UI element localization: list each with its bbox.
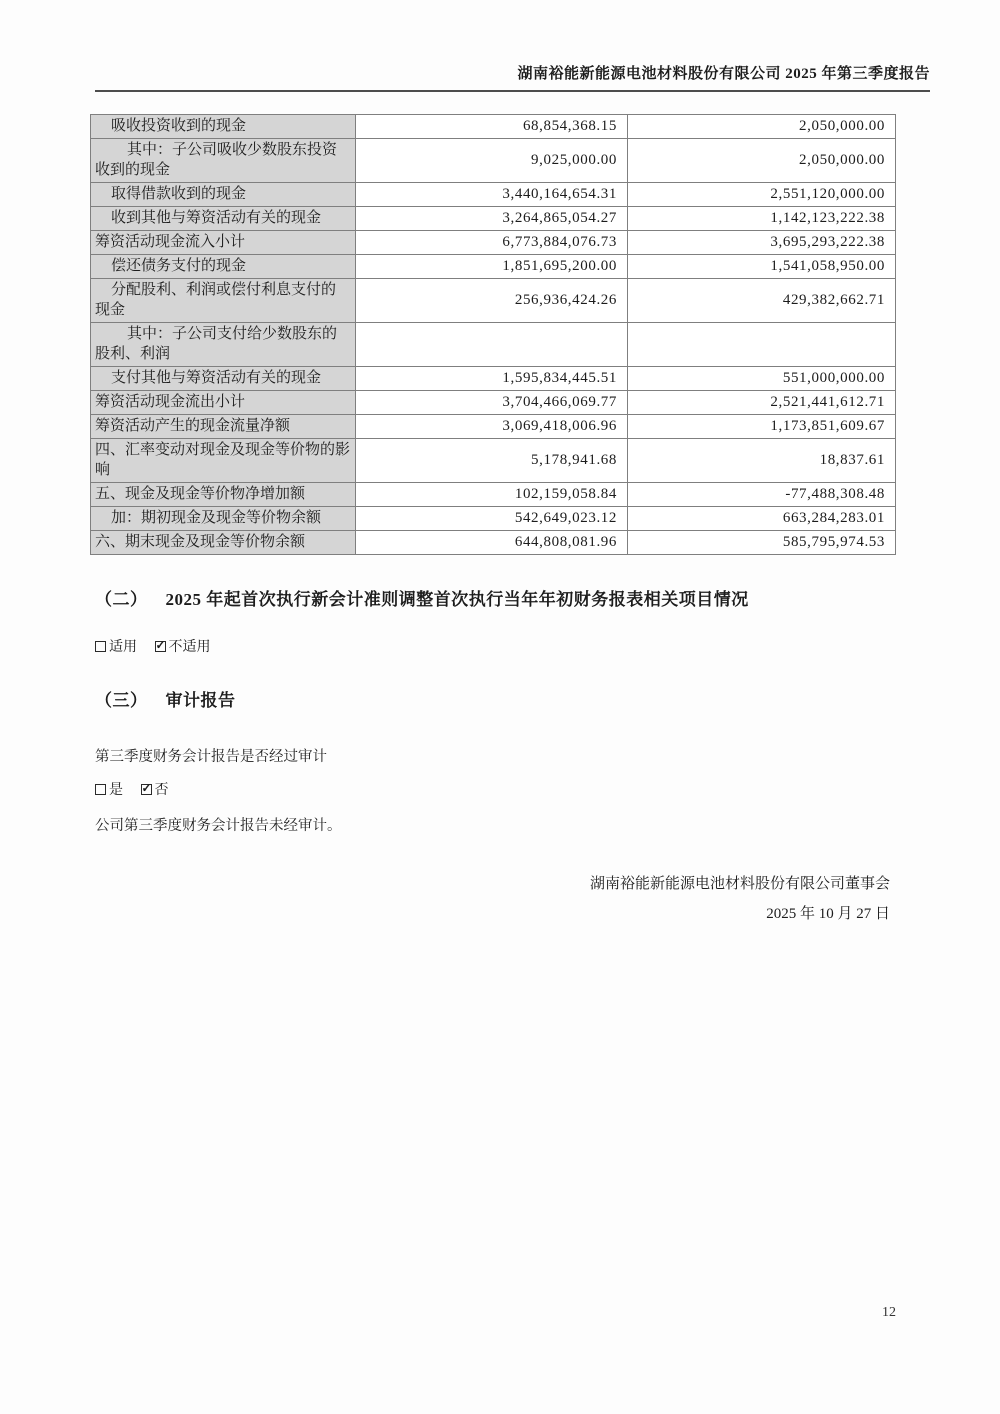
row-current-amount: 68,854,368.15 — [356, 115, 628, 139]
row-item-label: 分配股利、利润或偿付利息支付的现金 — [91, 279, 356, 323]
row-prior-amount: 2,551,120,000.00 — [628, 183, 896, 207]
section-title: 审计报告 — [165, 691, 236, 710]
checkbox-icon — [141, 784, 152, 795]
row-item-label: 筹资活动产生的现金流量净额 — [91, 415, 356, 439]
row-prior-amount: -77,488,308.48 — [628, 483, 896, 507]
row-prior-amount: 18,837.61 — [628, 439, 896, 483]
row-current-amount: 3,440,164,654.31 — [356, 183, 628, 207]
row-item-label: 五、现金及现金等价物净增加额 — [91, 483, 356, 507]
table-row — [91, 279, 896, 323]
cash-flow-table-body — [91, 115, 896, 555]
row-prior-amount: 2,050,000.00 — [628, 139, 896, 183]
row-current-amount: 6,773,884,076.73 — [356, 231, 628, 255]
page-header-title: 湖南裕能新能源电池材料股份有限公司 2025 年第三季度报告 — [95, 62, 930, 92]
table-row — [91, 115, 896, 139]
row-item-label: 六、期末现金及现金等价物余额 — [91, 531, 356, 555]
row-current-amount: 5,178,941.68 — [356, 439, 628, 483]
section-label: （三） — [95, 691, 148, 710]
section-label: （二） — [95, 590, 148, 609]
cash-flow-table — [90, 114, 896, 555]
table-row — [91, 507, 896, 531]
row-prior-amount: 429,382,662.71 — [628, 279, 896, 323]
checkbox-label: 否 — [154, 783, 169, 798]
section-heading-audit-report — [95, 686, 930, 711]
row-item-label: 加：期初现金及现金等价物余额 — [91, 507, 356, 531]
row-prior-amount: 1,541,058,950.00 — [628, 255, 896, 279]
checkbox-label: 适用 — [109, 640, 137, 655]
row-current-amount: 3,704,466,069.77 — [356, 391, 628, 415]
checkbox-label: 是 — [109, 783, 123, 798]
checkbox-icon — [95, 784, 106, 795]
row-prior-amount: 2,521,441,612.71 — [628, 391, 896, 415]
row-prior-amount — [628, 323, 896, 367]
table-row — [91, 415, 896, 439]
row-item-label: 吸收投资收到的现金 — [91, 115, 356, 139]
checkbox-label: 不适用 — [168, 640, 211, 655]
row-current-amount: 9,025,000.00 — [356, 139, 628, 183]
table-row — [91, 207, 896, 231]
table-row — [91, 139, 896, 183]
table-row — [91, 323, 896, 367]
checkbox-no — [141, 783, 169, 798]
row-current-amount — [356, 323, 628, 367]
row-item-label: 筹资活动现金流入小计 — [91, 231, 356, 255]
checkbox-yes — [95, 783, 123, 798]
table-row — [91, 367, 896, 391]
row-item-label: 其中：子公司支付给少数股东的股利、利润 — [91, 323, 356, 367]
row-current-amount: 3,069,418,006.96 — [356, 415, 628, 439]
row-item-label: 支付其他与筹资活动有关的现金 — [91, 367, 356, 391]
table-row — [91, 439, 896, 483]
row-current-amount: 1,851,695,200.00 — [356, 255, 628, 279]
row-current-amount: 102,159,058.84 — [356, 483, 628, 507]
table-row — [91, 531, 896, 555]
audit-question: 第三季度财务会计报告是否经过审计 — [95, 749, 327, 765]
checkbox-icon — [95, 641, 106, 652]
signature-block — [95, 869, 890, 929]
row-prior-amount: 585,795,974.53 — [628, 531, 896, 555]
section-title: 2025 年起首次执行新会计准则调整首次执行当年年初财务报表相关项目情况 — [165, 590, 749, 609]
row-prior-amount: 2,050,000.00 — [628, 115, 896, 139]
signature-company: 湖南裕能新能源电池材料股份有限公司董事会 — [589, 876, 890, 892]
row-current-amount: 1,595,834,445.51 — [356, 367, 628, 391]
row-prior-amount: 663,284,283.01 — [628, 507, 896, 531]
checkbox-icon — [155, 641, 166, 652]
row-item-label: 其中：子公司吸收少数股东投资收到的现金 — [91, 139, 356, 183]
section-heading-accounting-standards — [95, 585, 930, 610]
row-current-amount: 644,808,081.96 — [356, 531, 628, 555]
checkbox-applicable — [95, 640, 137, 655]
row-current-amount: 256,936,424.26 — [356, 279, 628, 323]
row-item-label: 筹资活动现金流出小计 — [91, 391, 356, 415]
page-number: 12 — [882, 1305, 896, 1320]
audit-statement: 公司第三季度财务会计报告未经审计。 — [95, 818, 342, 834]
row-prior-amount: 1,142,123,222.38 — [628, 207, 896, 231]
row-prior-amount: 1,173,851,609.67 — [628, 415, 896, 439]
table-row — [91, 391, 896, 415]
audit-options — [95, 779, 930, 799]
checkbox-not-applicable — [155, 640, 211, 655]
row-prior-amount: 3,695,293,222.38 — [628, 231, 896, 255]
table-row — [91, 483, 896, 507]
table-row — [91, 255, 896, 279]
row-item-label: 收到其他与筹资活动有关的现金 — [91, 207, 356, 231]
applicability-options — [95, 636, 930, 656]
table-row — [91, 231, 896, 255]
row-current-amount: 3,264,865,054.27 — [356, 207, 628, 231]
row-item-label: 偿还债务支付的现金 — [91, 255, 356, 279]
row-item-label: 取得借款收到的现金 — [91, 183, 356, 207]
table-row — [91, 183, 896, 207]
signature-date: 2025 年 10 月 27 日 — [766, 906, 890, 922]
row-prior-amount: 551,000,000.00 — [628, 367, 896, 391]
row-item-label: 四、汇率变动对现金及现金等价物的影响 — [91, 439, 356, 483]
row-current-amount: 542,649,023.12 — [356, 507, 628, 531]
